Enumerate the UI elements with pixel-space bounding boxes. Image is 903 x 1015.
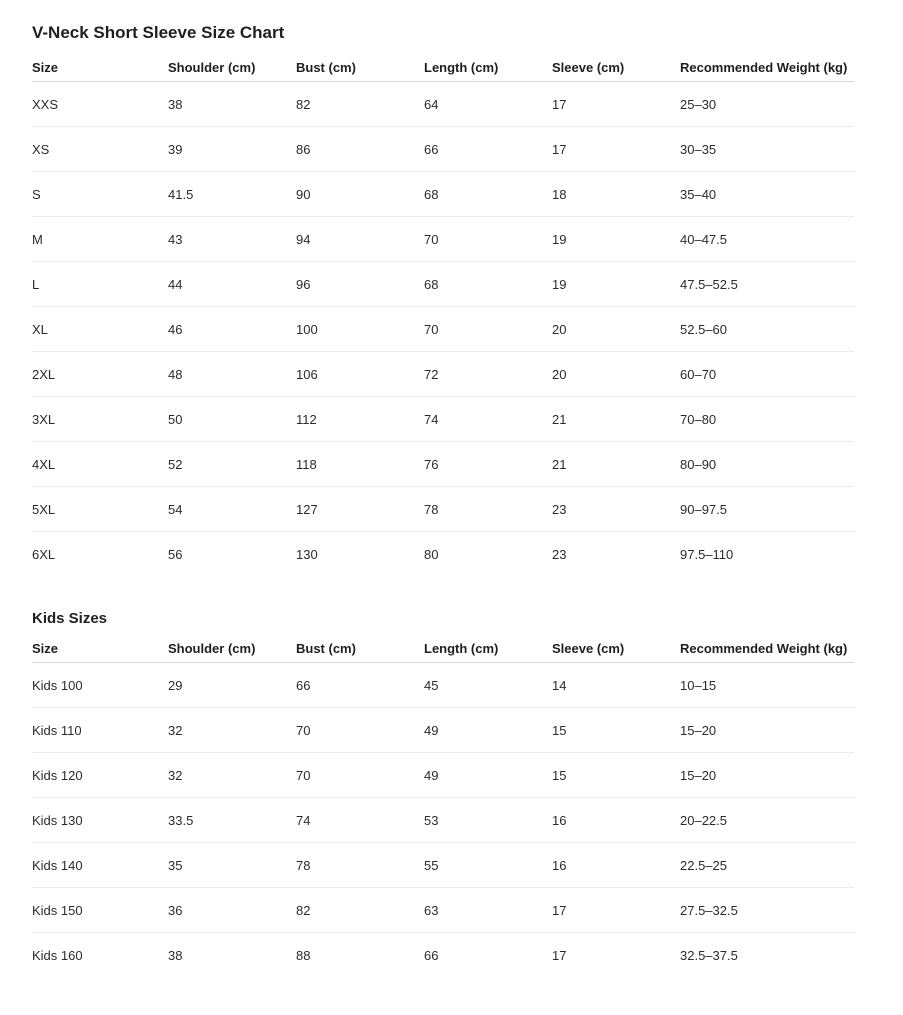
cell-sleeve: 19 [552,217,680,262]
table-row [32,798,854,843]
cell-size: XXS [32,82,168,127]
cell-bust: 88 [296,947,311,963]
cell-bust: 127 [296,487,424,532]
cell-recommended-weight: 35–40 [680,172,854,217]
cell-size: 5XL [32,487,168,532]
cell-recommended-weight: 32.5–37.5 [680,947,738,963]
column-header-sleeve: Sleeve (cm) [552,635,680,663]
cell-shoulder: 46 [168,307,296,352]
cell-size: L [32,262,168,307]
cell-bust: 86 [296,127,424,172]
cell-bust: 90 [296,172,424,217]
cell-sleeve: 21 [552,442,680,487]
cell-length: 49 [424,753,552,798]
column-header-bust: Bust (cm) [296,635,424,663]
cell-recommended-weight: 25–30 [680,82,854,127]
adult-table-body [32,82,854,577]
cell-recommended-weight: 80–90 [680,442,854,487]
table-row [32,442,854,487]
cell-recommended-weight: 70–80 [680,397,854,442]
cell-shoulder: 44 [168,262,296,307]
cell-size: 6XL [32,546,56,562]
cell-length: 64 [424,82,552,127]
table-row [32,753,854,798]
cell-length: 68 [424,262,552,307]
cell-bust: 82 [296,82,424,127]
kids-size-table [32,635,854,977]
cell-recommended-weight: 52.5–60 [680,307,854,352]
cell-shoulder: 29 [168,663,296,708]
column-header-bust: Bust (cm) [296,54,424,82]
cell-sleeve: 20 [552,307,680,352]
cell-size: 2XL [32,352,168,397]
cell-size: Kids 100 [32,663,168,708]
cell-sleeve: 15 [552,708,680,753]
cell-size: S [32,172,168,217]
kids-table-header [32,635,854,663]
adult-table-header [32,54,854,82]
table-row [32,843,854,888]
table-row [32,352,854,397]
table-row [32,708,854,753]
column-header-sleeve: Sleeve (cm) [552,54,680,82]
cell-bust: 118 [296,442,424,487]
cell-sleeve: 16 [552,843,680,888]
cell-shoulder: 38 [168,947,183,963]
cell-recommended-weight: 97.5–110 [680,546,734,562]
table-row [32,532,854,577]
cell-bust: 130 [296,546,318,562]
cell-length: 68 [424,172,552,217]
cell-recommended-weight: 47.5–52.5 [680,262,854,307]
cell-shoulder: 33.5 [168,798,296,843]
cell-recommended-weight: 20–22.5 [680,798,854,843]
cell-length: 55 [424,843,552,888]
cell-recommended-weight: 10–15 [680,663,854,708]
cell-sleeve: 23 [552,487,680,532]
kids-size-chart-title: Kids Sizes [32,610,108,627]
table-row [32,663,854,708]
cell-size: Kids 160 [32,947,83,963]
cell-size: Kids 130 [32,798,168,843]
cell-size: 3XL [32,397,168,442]
cell-shoulder: 38 [168,82,296,127]
column-header-length: Length (cm) [424,635,552,663]
cell-shoulder: 43 [168,217,296,262]
adult-size-table [32,54,854,576]
cell-bust: 96 [296,262,424,307]
table-row [32,487,854,532]
cell-shoulder: 56 [168,546,183,562]
cell-sleeve: 17 [552,888,680,933]
table-row [32,307,854,352]
cell-sleeve: 17 [552,127,680,172]
cell-bust: 112 [296,397,424,442]
column-header-length: Length (cm) [424,54,552,82]
cell-size: Kids 150 [32,888,168,933]
cell-length: 66 [424,127,552,172]
cell-recommended-weight: 22.5–25 [680,843,854,888]
table-row [32,262,854,307]
table-row [32,397,854,442]
cell-shoulder: 32 [168,708,296,753]
cell-recommended-weight: 90–97.5 [680,487,854,532]
cell-recommended-weight: 60–70 [680,352,854,397]
adult-size-chart-title: V-Neck Short Sleeve Size Chart [32,23,285,42]
cell-length: 63 [424,888,552,933]
cell-length: 76 [424,442,552,487]
cell-sleeve: 17 [552,82,680,127]
cell-sleeve: 14 [552,663,680,708]
cell-size: XL [32,307,168,352]
cell-sleeve: 16 [552,798,680,843]
cell-length: 78 [424,487,552,532]
cell-sleeve: 21 [552,397,680,442]
cell-shoulder: 41.5 [168,172,296,217]
cell-recommended-weight: 30–35 [680,127,854,172]
cell-length: 74 [424,397,552,442]
cell-length: 49 [424,708,552,753]
cell-size: XS [32,127,168,172]
cell-size: Kids 110 [32,708,168,753]
cell-shoulder: 50 [168,397,296,442]
table-row [32,933,854,978]
cell-bust: 66 [296,663,424,708]
cell-sleeve: 23 [552,546,567,562]
column-header-size: Size [32,54,168,82]
cell-length: 80 [424,546,439,562]
cell-size: Kids 140 [32,843,168,888]
cell-length: 53 [424,798,552,843]
column-header-recommended-weight: Recommended Weight (kg) [680,54,854,82]
cell-size: M [32,217,168,262]
cell-shoulder: 35 [168,843,296,888]
cell-shoulder: 52 [168,442,296,487]
table-row [32,127,854,172]
table-row [32,82,854,127]
column-header-size: Size [32,635,168,663]
cell-sleeve: 15 [552,753,680,798]
cell-length: 66 [424,947,439,963]
header-row [32,635,854,663]
cell-shoulder: 39 [168,127,296,172]
cell-length: 70 [424,217,552,262]
cell-recommended-weight: 40–47.5 [680,217,854,262]
cell-sleeve: 19 [552,262,680,307]
cell-shoulder: 32 [168,753,296,798]
cell-length: 72 [424,352,552,397]
column-header-shoulder: Shoulder (cm) [168,54,296,82]
table-row [32,217,854,262]
cell-recommended-weight: 15–20 [680,708,854,753]
cell-shoulder: 36 [168,888,296,933]
kids-table-body [32,663,854,978]
cell-bust: 70 [296,708,424,753]
cell-bust: 78 [296,843,424,888]
cell-size: 4XL [32,442,168,487]
cell-size: Kids 120 [32,753,168,798]
cell-recommended-weight: 27.5–32.5 [680,888,854,933]
table-row [32,172,854,217]
cell-sleeve: 18 [552,172,680,217]
cell-bust: 100 [296,307,424,352]
cell-sleeve: 20 [552,352,680,397]
cell-bust: 70 [296,753,424,798]
cell-recommended-weight: 15–20 [680,753,854,798]
cell-bust: 106 [296,352,424,397]
cell-bust: 74 [296,798,424,843]
table-row [32,888,854,933]
cell-sleeve: 17 [552,947,567,963]
cell-shoulder: 54 [168,487,296,532]
cell-bust: 82 [296,888,424,933]
header-row [32,54,854,82]
column-header-recommended-weight: Recommended Weight (kg) [680,635,854,663]
cell-shoulder: 48 [168,352,296,397]
column-header-shoulder: Shoulder (cm) [168,635,296,663]
cell-bust: 94 [296,217,424,262]
cell-length: 70 [424,307,552,352]
cell-length: 45 [424,663,552,708]
